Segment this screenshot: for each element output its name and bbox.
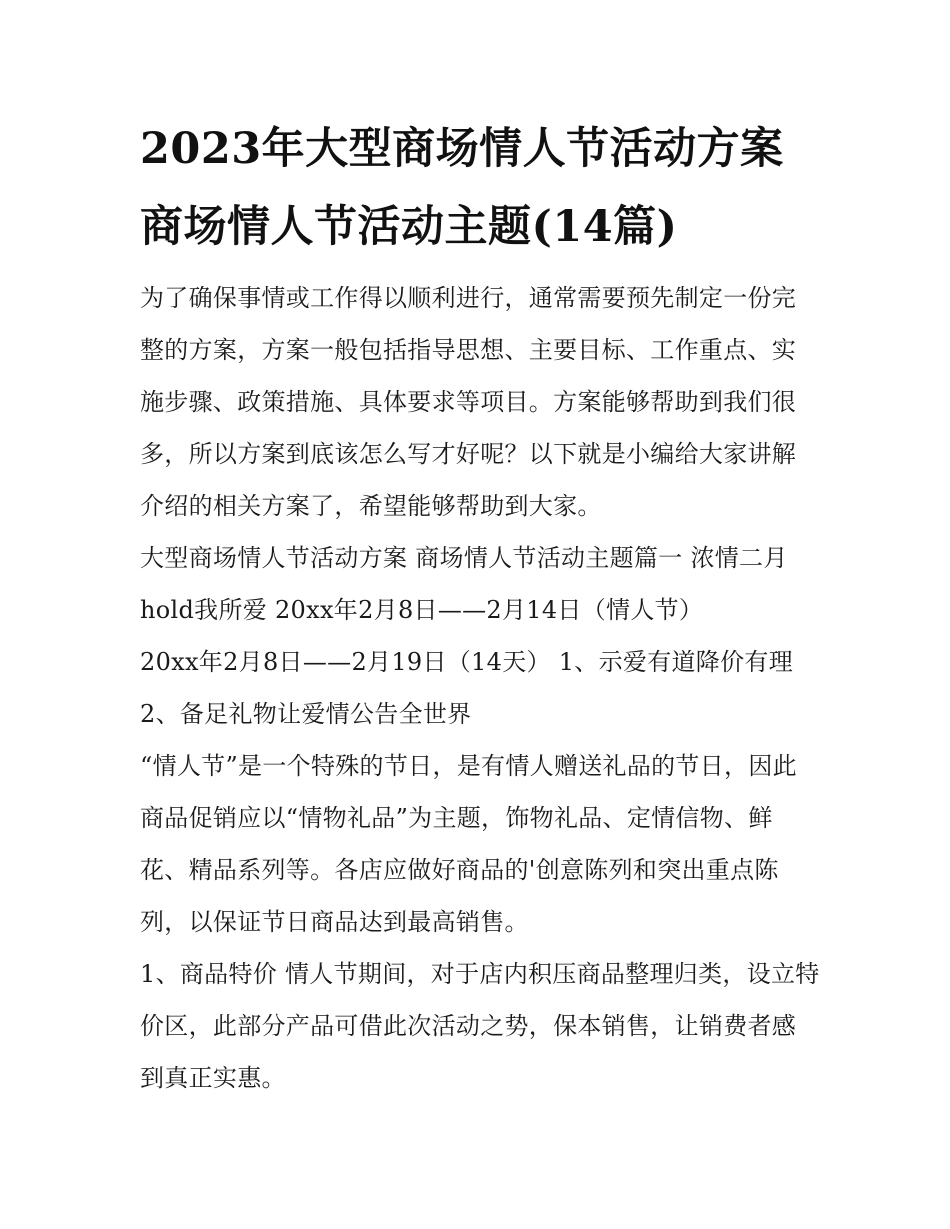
special-price-paragraph: 1、商品特价 情人节期间，对于店内积压商品整理归类，设立特价区，此部分产品可借此次活动之势，保本销售，让销费者感到真正实惠。 xyxy=(140,960,820,1092)
document-title-count: (14篇) xyxy=(531,202,678,252)
intro-paragraph: 为了确保事情或工作得以顺利进行，通常需要预先制定一份完整的方案，方案一般包括指导思想、主要目标、工作重点、实施步骤、政策措施、具体要求等项目。方案能够帮助到我们很多，所以方案到底该怎么写才好呢？以下就是小编给大家讲解介绍的相关方案了，希望能够帮助到大家。 xyxy=(140,284,797,520)
theme-paragraph: 2、备足礼物让爱情公告全世界 xyxy=(140,700,472,728)
document-title-main: 2023年大型商场情人节活动方案 商场情人节活动主题 xyxy=(140,124,784,252)
document-page xyxy=(140,110,820,1104)
date-range-paragraph: 20xx年2月8日——2月19日（14天） 1、示爱有道降价有理 xyxy=(140,648,793,676)
section-heading-paragraph: 大型商场情人节活动方案 商场情人节活动主题篇一 浓情二月hold我所爱 20xx年2月8日——2月14日（情人节） xyxy=(140,544,788,624)
strategy-paragraph: “情人节”是一个特殊的节日，是有情人赠送礼品的节日，因此商品促销应以“情物礼品”为主题，饰物礼品、定情信物、鲜花、精品系列等。各店应做好商品的'创意陈列和突出重点陈列，以保证节日商品达到最高销售。 xyxy=(140,752,797,936)
document-title xyxy=(140,110,820,266)
